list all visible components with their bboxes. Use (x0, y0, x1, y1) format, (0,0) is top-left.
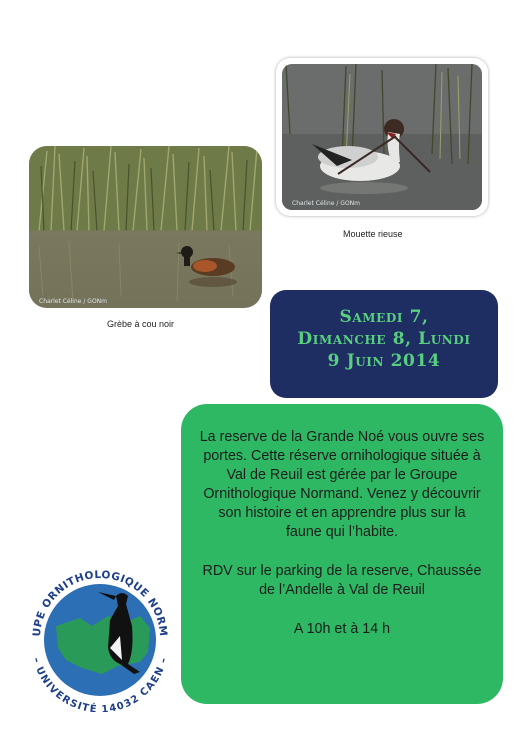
gull-photo (282, 64, 482, 210)
logo-text-top: UPE ORNITHOLOGIQUE NORM (30, 568, 170, 638)
event-dates-box (270, 290, 498, 398)
event-info-box (181, 404, 503, 704)
dates-line-1: Samedi 7, (339, 307, 429, 327)
gonm-logo (22, 556, 178, 712)
grebe-photo (29, 146, 262, 308)
info-hours: A 10h et à 14 h (293, 621, 391, 637)
logo-text-bottom: – UNIVERSITÉ 14032 CAEN – (30, 656, 170, 712)
grebe-caption: Grèbe à cou noir (107, 319, 175, 329)
info-description: La reserve de la Grande Noé vous ouvre ses portes. Cette réserve ornihologique située à Val de Reuil est gérée par le Groupe Ornithologique Normand. Venez y découvrir son histoire et en apprendre plus sur la faune qui l’habite. (199, 429, 485, 540)
gull-photo-frame (276, 58, 488, 216)
info-rdv: RDV sur le parking de la reserve, Chaussée de l’Andelle à Val de Reuil (202, 563, 482, 598)
dates-line-3: 9 Juin 2014 (327, 351, 441, 371)
dates-line-2: Dimanche 8, Lundi (297, 329, 471, 349)
gull-caption: Mouette rieuse (343, 229, 403, 239)
grebe-photo-credit: Charlet Céline / GONm (39, 298, 108, 305)
gull-photo-credit: Charlet Céline / GONm (292, 200, 361, 207)
